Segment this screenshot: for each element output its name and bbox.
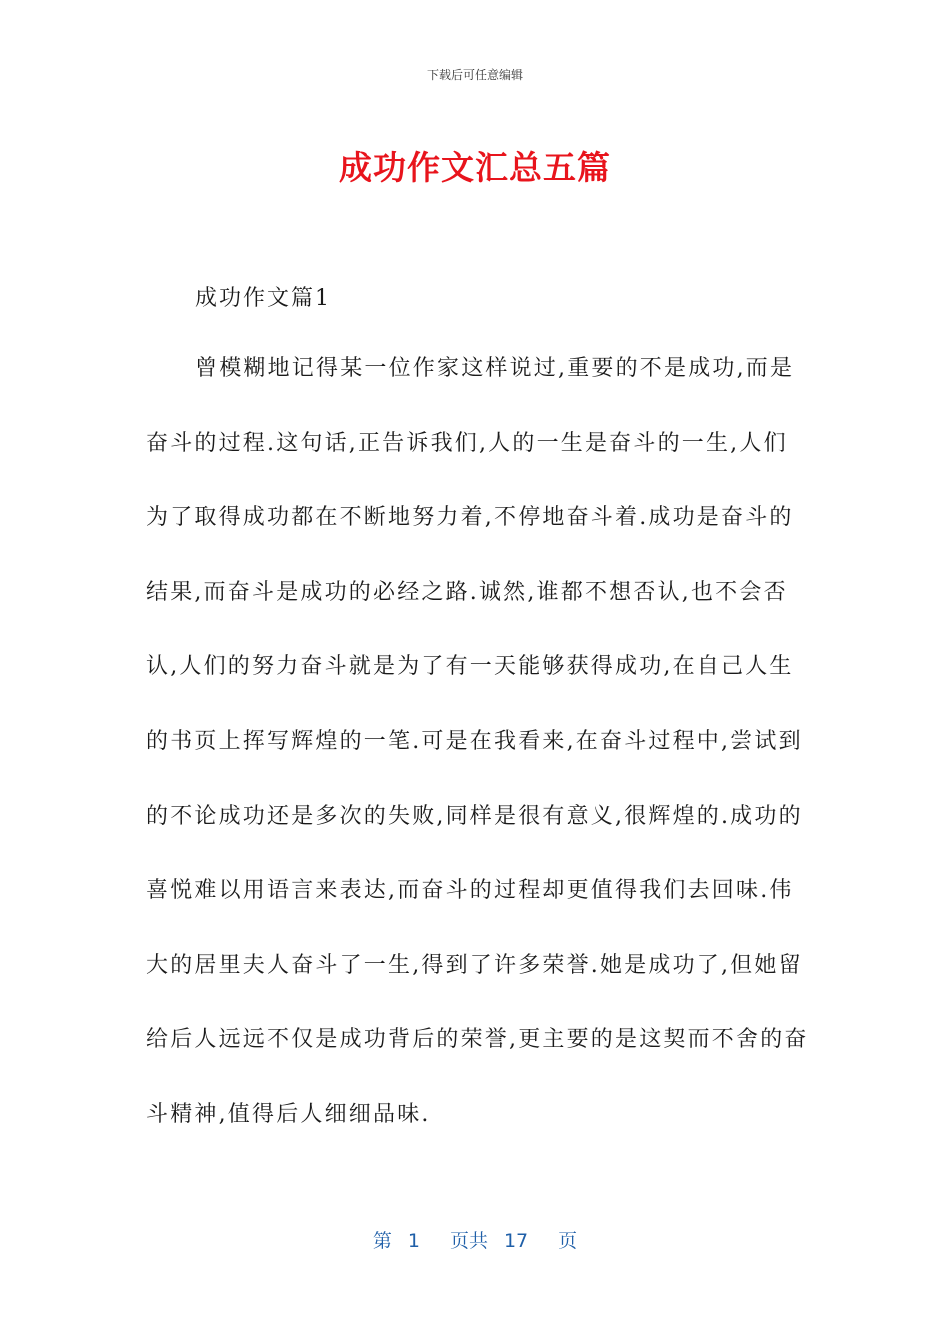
body-line: 的不论成功还是多次的失败,同样是很有意义,很辉煌的.成功的 [146,803,803,829]
page-footer [0,1226,950,1253]
essay-body [146,345,816,1166]
body-line: 认,人们的努力奋斗就是为了有一天能够获得成功,在自己人生 [146,654,794,680]
body-line: 斗精神,值得后人细细品味. [146,1101,431,1127]
body-line: 大的居里夫人奋斗了一生,得到了许多荣誉.她是成功了,但她留 [146,952,803,978]
document-title: 成功作文汇总五篇 [339,148,611,187]
total-pages: 17 [503,1230,529,1252]
body-line: 为了取得成功都在不断地努力着,不停地奋斗着.成功是奋斗的 [146,505,794,531]
body-line: 结果,而奋斗是成功的必经之路.诚然,谁都不想否认,也不会否 [146,579,788,605]
body-line: 奋斗的过程.这句话,正告诉我们,人的一生是奋斗的一生,人们 [146,430,788,456]
body-line: 曾模糊地记得某一位作家这样说过,重要的不是成功,而是 [195,356,795,381]
header-note: 下载后可任意编辑 [426,68,523,82]
section-heading: 成功作文篇1 [195,286,331,311]
page-prefix: 第 [372,1230,392,1252]
page-mid: 页共 [449,1230,488,1252]
page-suffix: 页 [558,1230,578,1252]
body-line: 的书页上挥写辉煌的一笔.可是在我看来,在奋斗过程中,尝试到 [146,728,803,754]
body-line: 给后人远远不仅是成功背后的荣誉,更主要的是这契而不舍的奋 [146,1027,809,1053]
body-line: 喜悦难以用语言来表达,而奋斗的过程却更值得我们去回味.伟 [146,878,794,904]
page-number: 1 [407,1230,420,1252]
